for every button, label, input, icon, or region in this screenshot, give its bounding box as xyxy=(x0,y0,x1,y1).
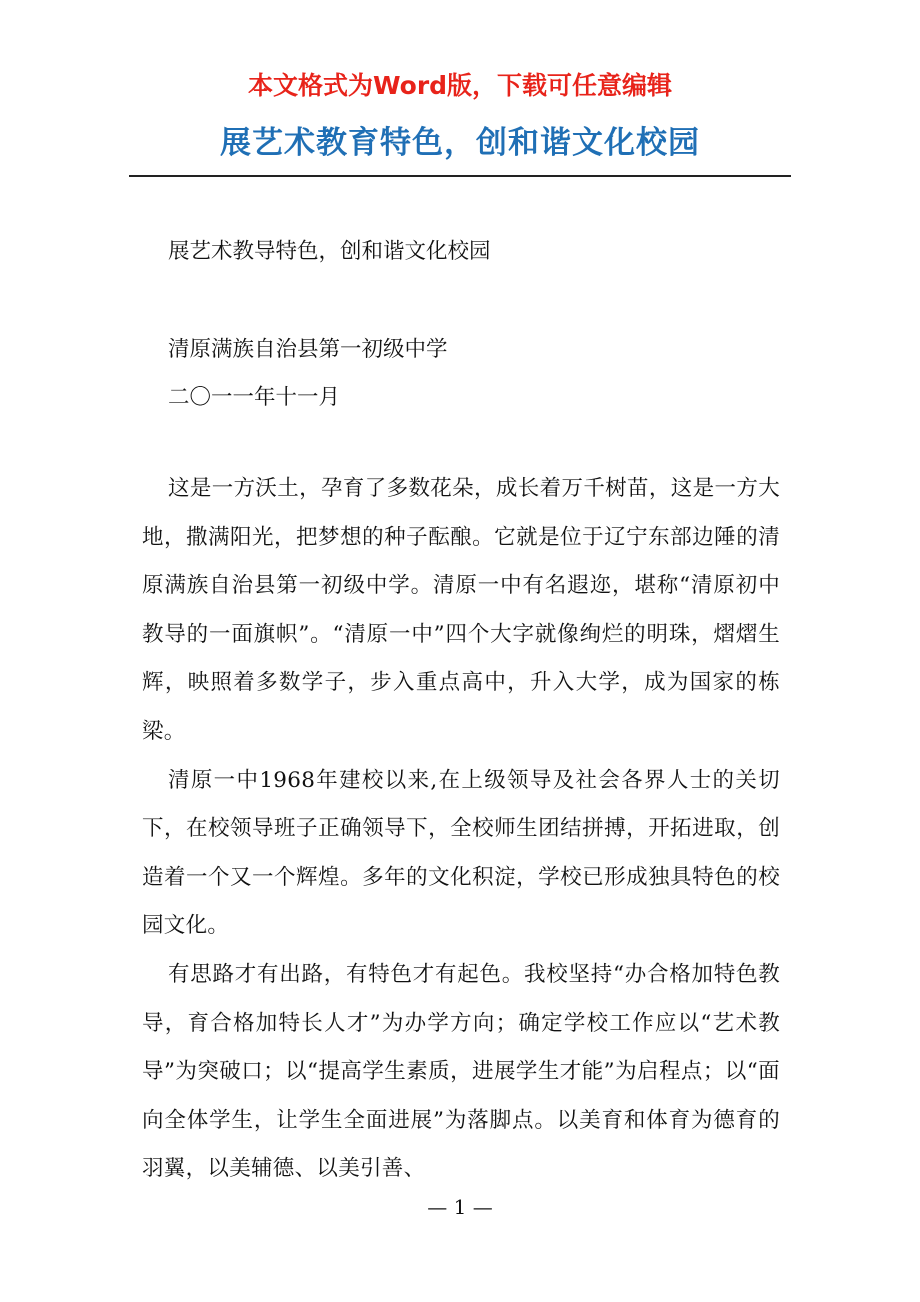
document-date: 二〇一一年十一月 xyxy=(168,385,341,410)
title-divider xyxy=(129,175,791,177)
paragraph-2: 清原一中1968年建校以来,在上级领导及社会各界人士的关切下，在校领导班子正确领导下，全校师生团结拼搏，开拓进取，创造着一个又一个辉煌。多年的文化积淀，学校已形成独具特色的校园文化。 xyxy=(142,767,780,939)
school-name: 清原满族自治县第一初级中学 xyxy=(168,337,448,362)
paragraph-1: 这是一方沃土，孕育了多数花朵，成长着万千树苗，这是一方大地，撒满阳光，把梦想的种子酝酿。它就是位于辽宁东部边陲的清原满族自治县第一初级中学。清原一中有名遐迩，堪称“清原初中教导的一面旗帜”。“清原一中”四个大字就像绚烂的明珠，熠熠生辉，映照着多数学子，步入重点高中，升入大学，成为国家的栋梁。 xyxy=(142,476,780,744)
document-body xyxy=(142,228,780,1194)
document-title: 展艺术教育特色，创和谐文化校园 xyxy=(220,125,700,161)
download-notice-banner: 本文格式为Word版，下载可任意编辑 xyxy=(247,71,673,100)
article-subtitle: 展艺术教导特色，创和谐文化校园 xyxy=(168,239,491,264)
page-number: — 1 — xyxy=(427,1195,493,1219)
paragraph-3: 有思路才有出路，有特色才有起色。我校坚持“办合格加特色教导，育合格加特长人才”为办学方向；确定学校工作应以“艺术教导”为突破口；以“提高学生素质，进展学生才能”为启程点；以“面向全体学生，让学生全面进展”为落脚点。以美育和体育为德育的羽翼，以美辅德、以美引善、 xyxy=(142,961,780,1182)
